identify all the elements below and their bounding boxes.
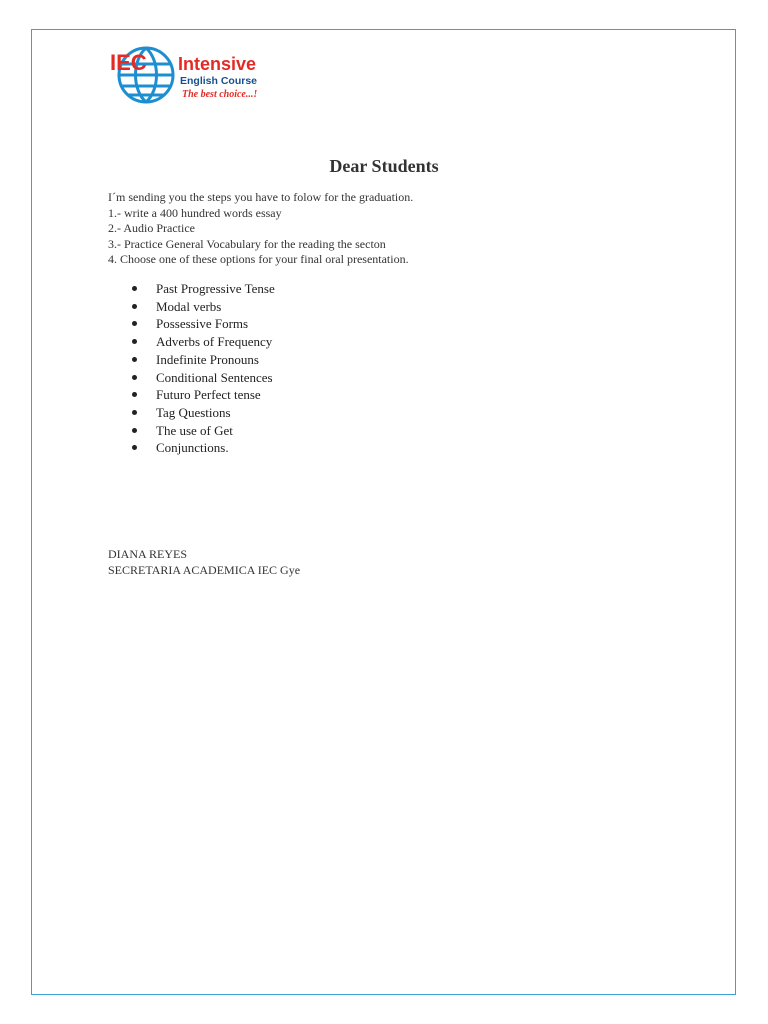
intro-line: I´m sending you the steps you have to folow for the graduation. — [108, 190, 414, 204]
globe-logo-icon — [108, 44, 268, 106]
intro-step-3: 3.- Practice General Vocabulary for the reading the secton — [108, 236, 386, 251]
list-item — [132, 333, 275, 351]
list-item — [132, 315, 275, 333]
logo-tagline-text: The best choice...! — [182, 89, 258, 100]
bullet-icon — [132, 428, 137, 433]
option-label: Modal verbs — [156, 298, 222, 314]
logo-mark-text: IEC — [110, 50, 147, 75]
option-label: Indefinite Pronouns — [156, 351, 259, 367]
option-label: Futuro Perfect tense — [156, 387, 261, 403]
list-item — [132, 280, 275, 298]
intro-step-1: 1.- write a 400 hundred words essay — [108, 205, 282, 220]
logo-subtitle-text: English Course — [180, 75, 258, 87]
list-item — [132, 404, 275, 422]
iec-logo — [108, 44, 268, 106]
logo-name-text: Intensive — [178, 54, 257, 74]
bullet-icon — [132, 339, 137, 344]
bullet-icon — [132, 286, 137, 291]
intro-block — [108, 190, 413, 268]
bullet-icon — [132, 392, 137, 397]
intro-step-2: 2.- Audio Practice — [108, 221, 195, 235]
list-item — [132, 369, 275, 387]
list-item — [132, 298, 275, 316]
option-label: Conditional Sentences — [156, 369, 273, 385]
list-item — [132, 439, 275, 457]
list-item — [132, 386, 275, 404]
option-label: Past Progressive Tense — [156, 281, 275, 296]
bullet-icon — [132, 321, 137, 326]
letter-heading: Dear Students — [329, 156, 439, 176]
option-label: Adverbs of Frequency — [156, 334, 273, 350]
option-label: Possessive Forms — [156, 316, 249, 332]
option-label: Conjunctions. — [156, 440, 229, 456]
bullet-icon — [132, 445, 137, 450]
bullet-icon — [132, 357, 137, 362]
signature-title: SECRETARIA ACADEMICA IEC Gye — [108, 562, 301, 577]
options-list — [132, 280, 275, 457]
bullet-icon — [132, 410, 137, 415]
option-label: Tag Questions — [156, 404, 231, 420]
bullet-icon — [132, 304, 137, 309]
list-item — [132, 422, 275, 440]
signature-name: DIANA REYES — [108, 547, 188, 561]
bullet-icon — [132, 375, 137, 380]
list-item — [132, 351, 275, 369]
option-label: The use of Get — [156, 422, 233, 438]
signature-block — [108, 547, 300, 578]
intro-step-4: 4. Choose one of these options for your final oral presentation. — [108, 252, 409, 266]
